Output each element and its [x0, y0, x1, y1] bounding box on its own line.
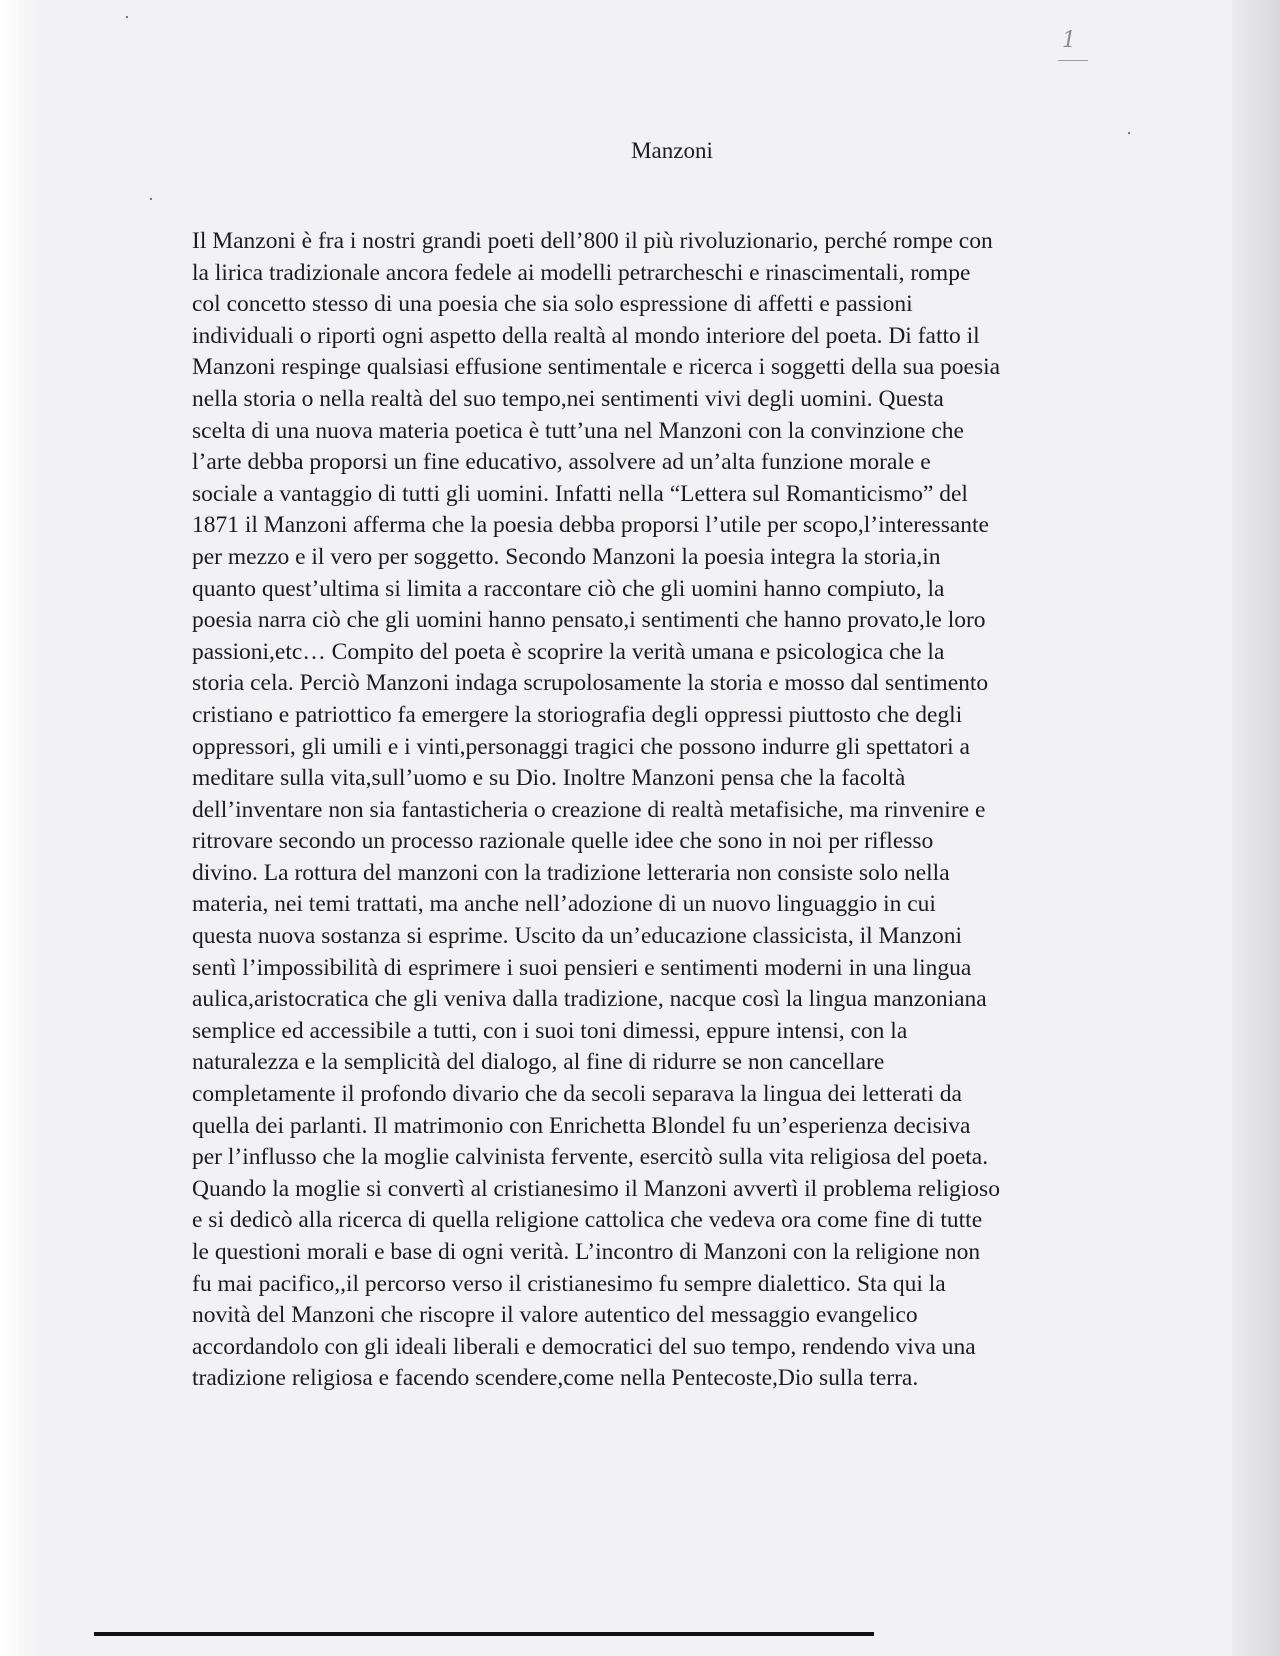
text-line: quella dei parlanti. Il matrimonio con Enrichetta Blondel fu un’esperienza decisiva — [192, 1112, 971, 1139]
text-line: cristiano e patriottico fa emergere la storiografia degli oppressi piuttosto che degli — [192, 701, 963, 728]
text-line: e si dedicò alla ricerca di quella religione cattolica che vedeva ora come fine di tutte — [192, 1207, 983, 1234]
text-line: col concetto stesso di una poesia che sia solo espressione di affetti e passioni — [192, 291, 913, 318]
scan-speck — [150, 198, 152, 200]
text-line: 1871 il Manzoni afferma che la poesia debba proporsi l’utile per scopo,l’interessante — [192, 512, 989, 539]
text-line: oppressori, gli umili e i vinti,personaggi tragici che possono indurre gli spettatori a — [192, 733, 970, 760]
text-line: aulica,aristocratica che gli veniva dalla tradizione, nacque così la lingua manzoniana — [192, 986, 987, 1013]
bottom-scan-line — [94, 1632, 874, 1636]
text-line: Quando la moglie si convertì al cristianesimo il Manzoni avvertì il problema religioso — [192, 1175, 1000, 1202]
text-line: storia cela. Perciò Manzoni indaga scrupolosamente la storia e mosso dal sentimento — [192, 670, 989, 697]
text-line: l’arte debba proporsi un fine educativo, assolvere ad un’alta funzione morale e — [192, 449, 931, 476]
text-line: individuali o riporti ogni aspetto della realtà al mondo interiore del poeta. Di fatto il — [192, 322, 980, 349]
text-line: completamente il profondo divario che da secoli separava la lingua dei letterati da — [192, 1081, 962, 1108]
text-line: Il Manzoni è fra i nostri grandi poeti dell’800 il più rivoluzionario, perché rompe con — [192, 228, 993, 254]
text-line: ritrovare secondo un processo razionale quelle idee che sono in noi per riflesso — [192, 828, 934, 855]
text-line: materia, nei temi trattati, ma anche nell’adozione di un nuovo linguaggio in cui — [192, 891, 936, 918]
text-line: sentì l’impossibilità di esprimere i suoi pensieri e sentimenti moderni in una lingua — [192, 954, 972, 981]
page-number-underline — [1058, 60, 1088, 61]
body-paragraph — [192, 226, 1152, 1395]
text-line: per l’influsso che la moglie calvinista fervente, esercitò sulla vita religiosa del poeta. — [192, 1144, 989, 1171]
page-right-edge — [1232, 0, 1280, 1656]
text-line: la lirica tradizionale ancora fedele ai modelli petrarcheschi e rinascimentali, rompe — [192, 259, 971, 286]
scan-speck — [1128, 132, 1130, 134]
text-line: passioni,etc… Compito del poeta è scoprire la verità umana e psicologica che la — [192, 638, 945, 665]
text-line: novità del Manzoni che riscopre il valore autentico del messaggio evangelico — [192, 1302, 918, 1329]
text-line: scelta di una nuova materia poetica è tutt’una nel Manzoni con la convinzione che — [192, 417, 964, 444]
text-line: naturalezza e la semplicità del dialogo, al fine di ridurre se non cancellare — [192, 1049, 885, 1076]
scan-speck — [126, 16, 128, 18]
page-number: 1 — [1062, 28, 1076, 53]
text-line: le questioni morali e base di ogni verità. L’incontro di Manzoni con la religione non — [192, 1239, 981, 1265]
page-left-edge — [0, 0, 40, 1656]
text-line: per mezzo e il vero per soggetto. Secondo Manzoni la poesia integra la storia,in — [192, 543, 941, 570]
document-title: Manzoni — [631, 138, 713, 163]
text-line: tradizione religiosa e facendo scendere,come nella Pentecoste,Dio sulla terra. — [192, 1365, 919, 1392]
text-line: quanto quest’ultima si limita a raccontare ciò che gli uomini hanno compiuto, la — [192, 575, 945, 602]
text-line: poesia narra ciò che gli uomini hanno pensato,i sentimenti che hanno provato,le loro — [192, 607, 986, 634]
text-line: divino. La rottura del manzoni con la tradizione letteraria non consiste solo nella — [192, 859, 950, 886]
text-line: fu mai pacifico,,il percorso verso il cristianesimo fu sempre dialettico. Sta qui la — [192, 1270, 946, 1297]
text-line: nella storia o nella realtà del suo tempo,nei sentimenti vivi degli uomini. Questa — [192, 385, 944, 412]
text-line: Manzoni respinge qualsiasi effusione sentimentale e ricerca i soggetti della sua poesia — [192, 354, 1001, 381]
text-line: accordandolo con gli ideali liberali e democratici del suo tempo, rendendo viva una — [192, 1333, 976, 1360]
text-line: semplice ed accessibile a tutti, con i suoi toni dimessi, eppure intensi, con la — [192, 1017, 908, 1044]
text-line: sociale a vantaggio di tutti gli uomini. Infatti nella “Lettera sul Romanticismo” del — [192, 480, 968, 507]
text-line: questa nuova sostanza si esprime. Uscito da un’educazione classicista, il Manzoni — [192, 923, 963, 950]
text-line: meditare sulla vita,sull’uomo e su Dio. Inoltre Manzoni pensa che la facoltà — [192, 765, 906, 792]
text-line: dell’inventare non sia fantasticheria o creazione di realtà metafisiche, ma rinvenire e — [192, 796, 986, 823]
